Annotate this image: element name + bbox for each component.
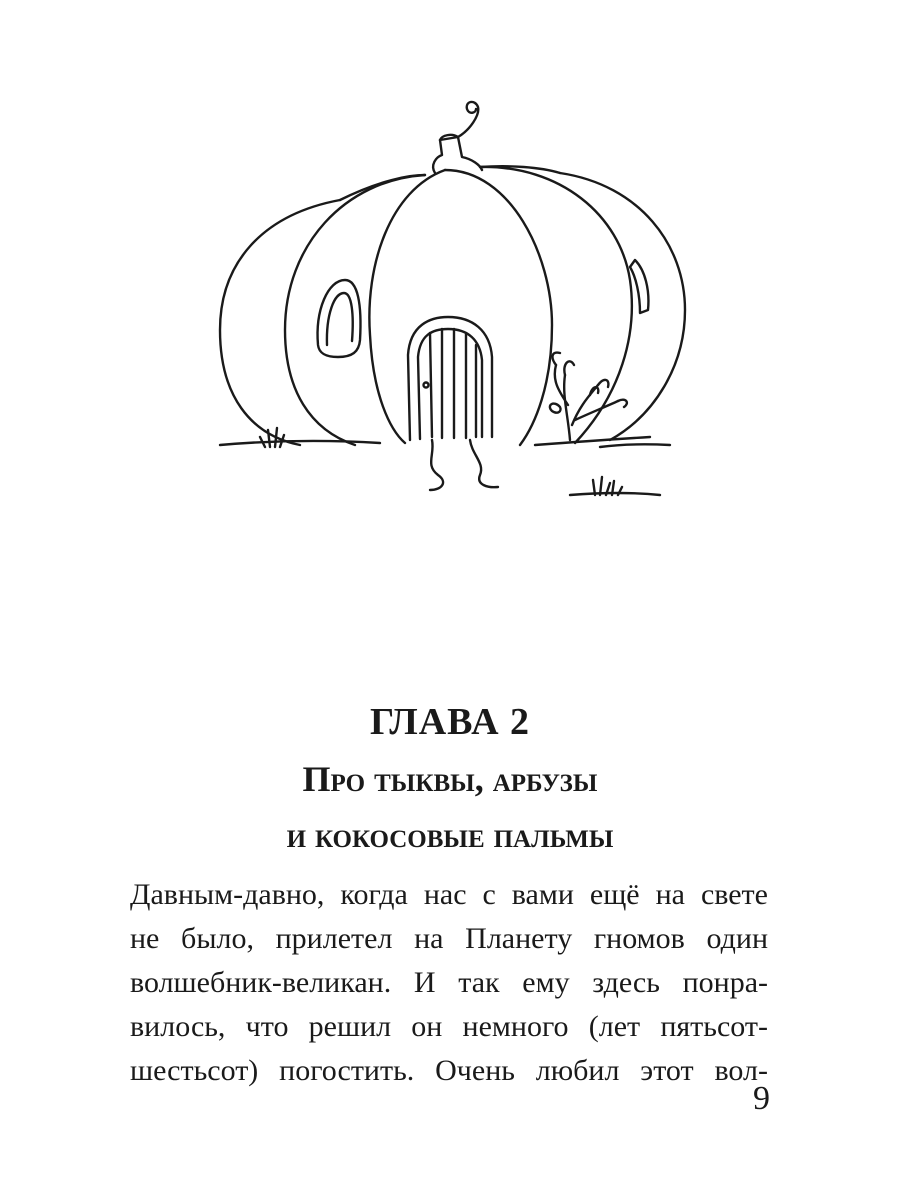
body-line: Давным-давно, когда нас с вами ещё на свете (130, 878, 768, 911)
body-line: волшебник-великан. И так ему здесь понра- (130, 966, 768, 999)
body-line: шестьсот) погостить. Очень любил этот вол- (130, 1054, 768, 1087)
pumpkin-house-icon (180, 95, 720, 515)
pumpkin-house-illustration (180, 95, 720, 515)
chapter-title-line-1: Про тыквы, арбузы (302, 759, 598, 799)
chapter-number: ГЛАВА 2 (369, 701, 531, 743)
page-number: 9 (753, 1080, 770, 1117)
chapter-title-line-2: и кокосовые пальмы (286, 815, 614, 855)
body-line: не было, прилетел на Планету гномов один (130, 922, 768, 955)
body-line: вилось, что решил он немного (лет пятьсот- (130, 1010, 768, 1043)
body-paragraph (130, 873, 768, 1093)
